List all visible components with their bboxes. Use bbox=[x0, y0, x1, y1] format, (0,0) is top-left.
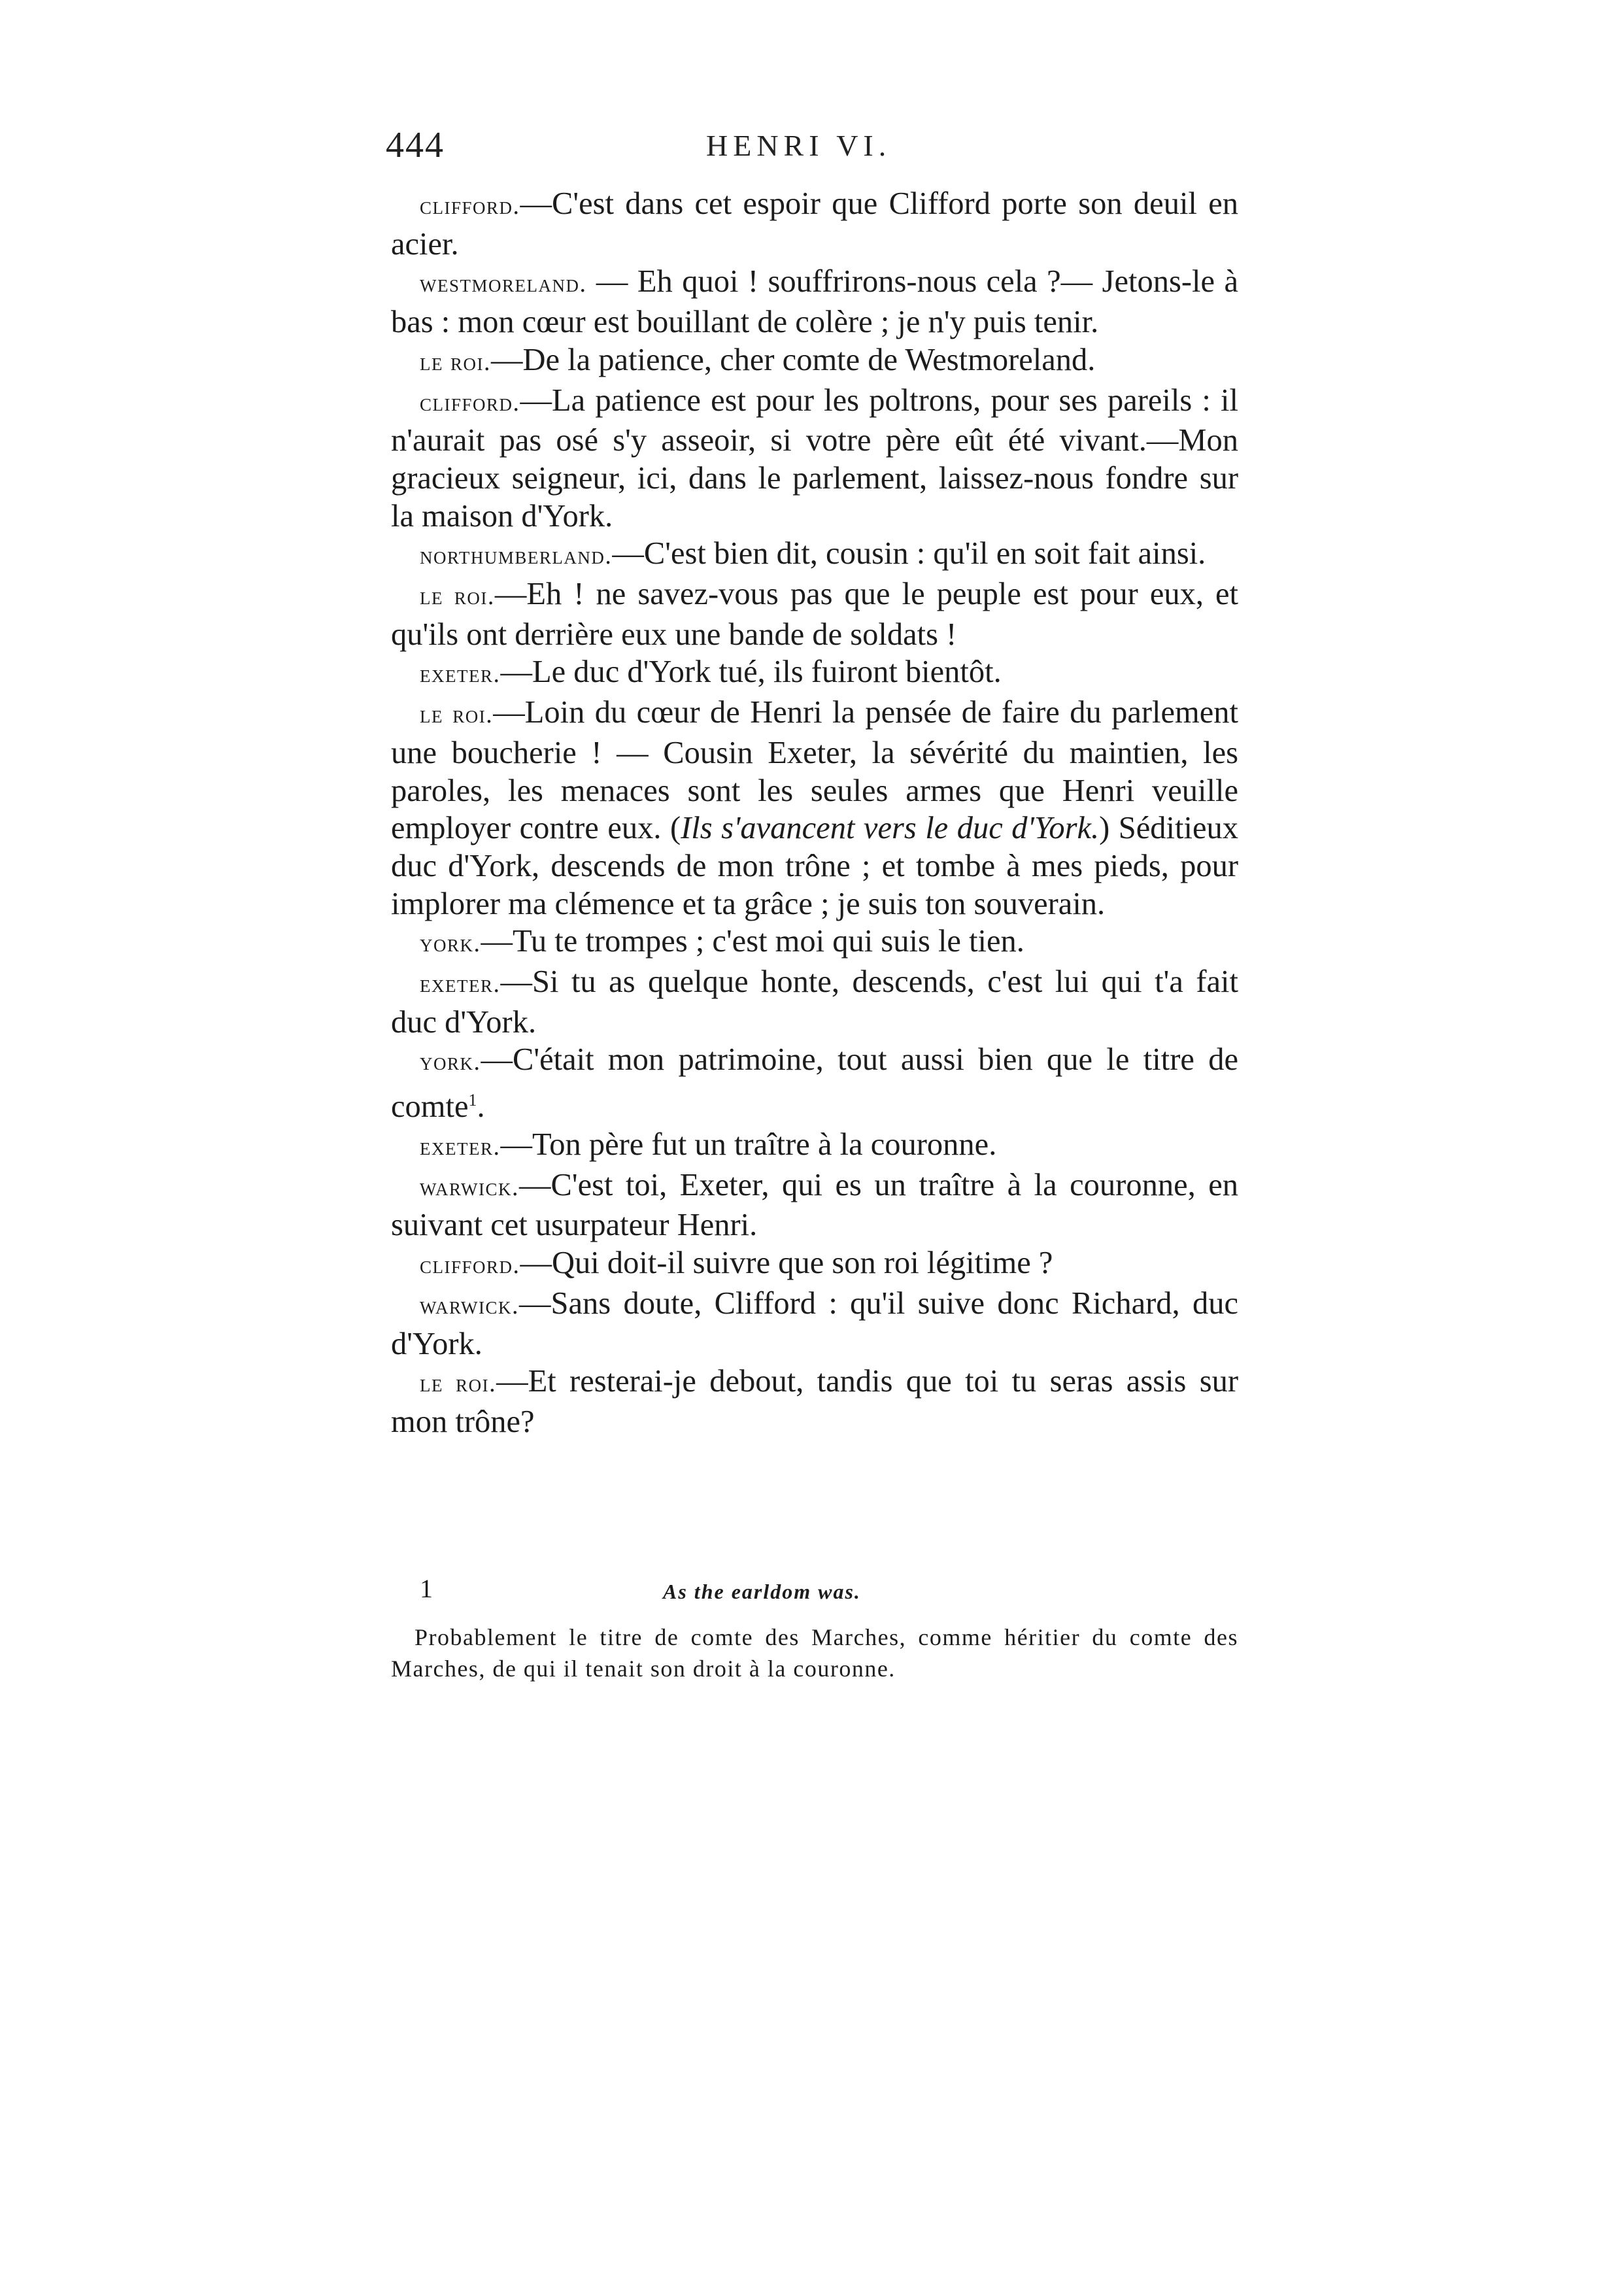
dialogue-line bbox=[391, 1041, 1238, 1126]
speaker-name: warwick. bbox=[420, 1173, 519, 1201]
dialogue-line bbox=[391, 694, 1238, 923]
speaker-name: exeter. bbox=[420, 1133, 501, 1161]
dialogue-line bbox=[391, 1126, 1238, 1166]
dialogue-line bbox=[391, 185, 1238, 263]
line-text: —C'est bien dit, cousin : qu'il en soit fait ainsi. bbox=[612, 536, 1206, 571]
speaker-name: westmoreland. bbox=[420, 270, 587, 298]
speaker-name: le roi. bbox=[420, 348, 491, 376]
dialogue-line bbox=[391, 382, 1238, 536]
stage-direction: Ils s'avancent vers le duc d'York. bbox=[681, 811, 1100, 846]
line-text: —Le duc d'York tué, ils fuiront bientôt. bbox=[500, 654, 1002, 690]
line-text: —C'était mon patrimoine, tout aussi bien que le titre de comte bbox=[391, 1042, 1238, 1125]
dialogue-line bbox=[391, 1166, 1238, 1244]
line-text: —Et resterai-je debout, tandis que toi tu seras assis sur mon trône? bbox=[391, 1364, 1238, 1439]
footnote-quote: As the earldom was. bbox=[663, 1580, 861, 1603]
speaker-name: warwick. bbox=[420, 1291, 519, 1319]
dialogue-line bbox=[391, 575, 1238, 653]
dialogue-text bbox=[391, 185, 1238, 1441]
line-text: —De la patience, cher comte de Westmoreland. bbox=[490, 342, 1096, 377]
speaker-name: york. bbox=[420, 930, 481, 958]
dialogue-line bbox=[391, 1244, 1238, 1285]
page-number: 444 bbox=[386, 125, 445, 165]
line-text: —Loin du cœur de Henri la pensée de faire du parlement une boucherie ! — Cousin Exeter, la sévérité du maintien, les paroles, les menaces sont les seules armes que Henri veuille employer contre eux. ( bbox=[391, 695, 1238, 846]
line-text: —Qui doit-il suivre que son roi légitime ? bbox=[520, 1246, 1053, 1281]
footnote-text: Probablement le titre de comte des Marches, comme héritier du comte des Marches, de qui il tenait son droit à la couronne. bbox=[391, 1624, 1238, 1682]
speaker-name: le roi. bbox=[420, 1370, 497, 1398]
dialogue-line bbox=[391, 963, 1238, 1041]
dialogue-line bbox=[391, 341, 1238, 382]
line-text: —La patience est pour les poltrons, pour ses pareils : il n'aurait pas osé s'y asseoir, si votre père eût été vivant.—Mon gracieux seigneur, ici, dans le parlement, laissez-nous fondre sur la maison d'York. bbox=[391, 382, 1238, 534]
speaker-name: le roi. bbox=[420, 701, 494, 729]
speaker-name: exeter. bbox=[420, 970, 501, 998]
footnote-mark: 1 bbox=[420, 1574, 434, 1603]
line-text: —Eh ! ne savez-vous pas que le peuple est pour eux, et qu'ils ont derrière eux une bande de soldats ! bbox=[391, 577, 1239, 652]
running-title: HENRI VI. bbox=[706, 129, 892, 162]
dialogue-line bbox=[391, 923, 1238, 963]
dialogue-line bbox=[391, 1285, 1238, 1363]
line-text: —Si tu as quelque honte, descends, c'est lui qui t'a fait duc d'York. bbox=[391, 964, 1238, 1040]
line-text: —Tu te trompes ; c'est moi qui suis le tien. bbox=[481, 924, 1024, 959]
line-text: —C'est toi, Exeter, qui es un traître à la couronne, en suivant cet usurpateur Henri. bbox=[391, 1167, 1238, 1243]
speaker-name: exeter. bbox=[420, 660, 501, 688]
page-header bbox=[386, 124, 1249, 177]
line-text-continued: . bbox=[477, 1089, 485, 1125]
speaker-name: clifford. bbox=[420, 1251, 520, 1280]
dialogue-line bbox=[391, 1363, 1238, 1440]
dialogue-line bbox=[391, 653, 1238, 694]
speaker-name: northumberland. bbox=[420, 542, 613, 570]
line-text: —Sans doute, Clifford : qu'il suive donc Richard, duc d'York. bbox=[391, 1285, 1238, 1361]
line-text-continued: ) Séditieux duc d'York, descends de mon trône ; et tombe à mes pieds, pour implorer ma clémence et ta grâce ; je suis ton souverain. bbox=[391, 811, 1239, 921]
speaker-name: clifford. bbox=[420, 388, 520, 416]
speaker-name: clifford. bbox=[420, 192, 520, 220]
line-text: — Eh quoi ! souffrirons-nous cela ?— Jetons-le à bas : mon cœur est bouillant de colère ; je n'y puis tenir. bbox=[391, 264, 1238, 340]
footnote-reference[interactable]: 1 bbox=[468, 1091, 477, 1110]
line-text: —Ton père fut un traître à la couronne. bbox=[500, 1127, 997, 1163]
speaker-name: york. bbox=[420, 1048, 481, 1076]
dialogue-line bbox=[391, 263, 1238, 341]
line-text: —C'est dans cet espoir que Clifford porte son deuil en acier. bbox=[391, 186, 1238, 262]
speaker-name: le roi. bbox=[420, 583, 495, 611]
footnote-section bbox=[391, 1576, 1238, 1684]
dialogue-line bbox=[391, 535, 1238, 575]
footnote-header bbox=[391, 1576, 1238, 1607]
